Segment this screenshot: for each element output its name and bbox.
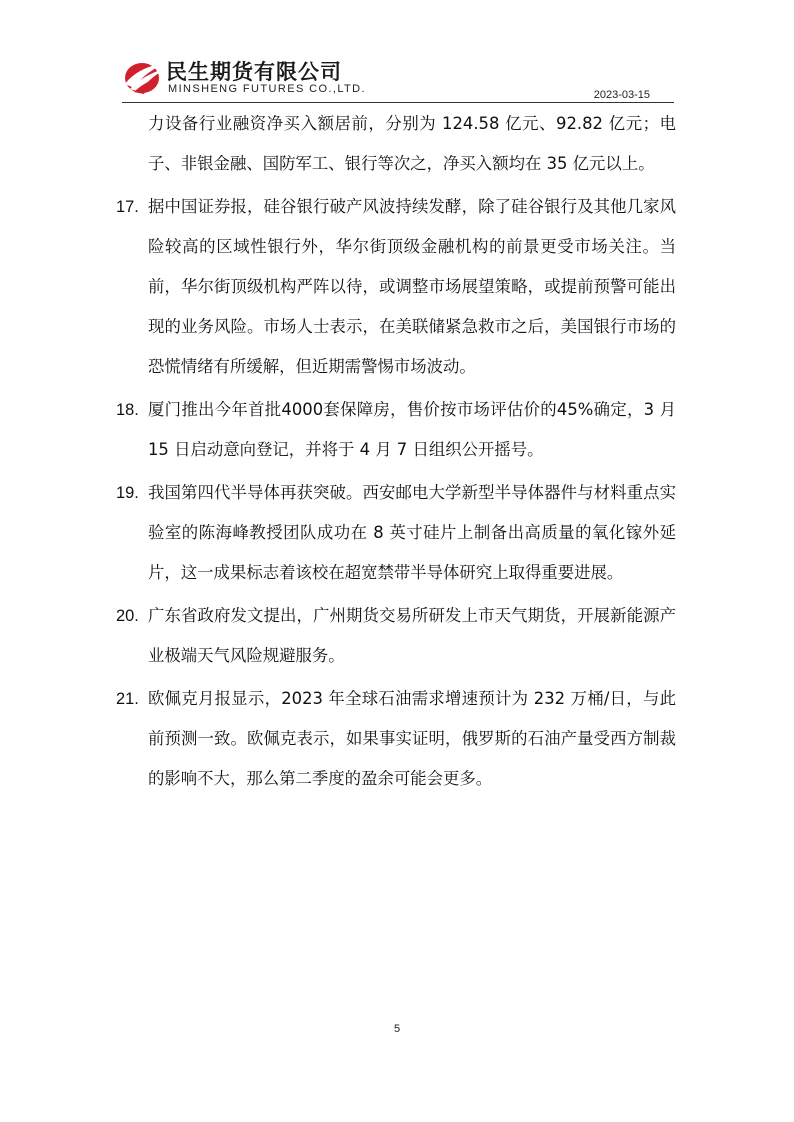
document-body xyxy=(116,104,676,799)
header-divider xyxy=(122,102,674,103)
list-item-text: 广东省政府发文提出，广州期货交易所研发上市天气期货，开展新能源产业极端天气风险规避服务。 xyxy=(148,606,676,665)
list-item xyxy=(116,679,676,799)
document-date: 2023-03-15 xyxy=(593,89,650,101)
company-name-cn: 民生期货有限公司 xyxy=(166,60,342,84)
list-item-text: 厦门推出今年首批4000套保障房，售价按市场评估价的45%确定，3 月 15 日启动意向登记，并将于 4 月 7 日组织公开摇号。 xyxy=(148,400,676,459)
list-item-number: 21. xyxy=(116,690,139,708)
list-item xyxy=(116,596,676,676)
list-item-text: 据中国证券报，硅谷银行破产风波持续发酵，除了硅谷银行及其他几家风险较高的区域性银行外，华尔街顶级金融机构的前景更受市场关注。当前，华尔街顶级机构严阵以待，或调整市场展望策略，或提前预警可能出现的业务风险。市场人士表示，在美联储紧急救市之后，美国银行市场的恐慌情绪有所缓解，但近期需警惕市场波动。 xyxy=(148,197,676,376)
list-item-number: 18. xyxy=(116,401,139,419)
list-item xyxy=(116,390,676,470)
continuation-paragraph: 力设备行业融资净买入额居前，分别为 124.58 亿元、92.82 亿元；电子、非银金融、国防军工、银行等次之，净买入额均在 35 亿元以上。 xyxy=(148,114,676,173)
list-item-number: 17. xyxy=(116,198,139,216)
list-item-number: 20. xyxy=(116,607,139,625)
page-header xyxy=(122,50,674,103)
list-item-text: 欧佩克月报显示，2023 年全球石油需求增速预计为 232 万桶/日，与此前预测一致。欧佩克表示，如果事实证明，俄罗斯的石油产量受西方制裁的影响不大，那么第二季度的盈余可能会更多。 xyxy=(148,689,676,788)
page-number: 5 xyxy=(393,1023,401,1035)
minsheng-logo-icon xyxy=(122,56,168,96)
company-name-en: MINSHENG FUTURES CO.,LTD. xyxy=(168,83,366,95)
list-item-text: 我国第四代半导体再获突破。西安邮电大学新型半导体器件与材料重点实验室的陈海峰教授团队成功在 8 英寸硅片上制备出高质量的氧化镓外延片，这一成果标志着该校在超宽禁带半导体研究上取得重要进展。 xyxy=(148,483,676,582)
list-item-number: 19. xyxy=(116,484,139,502)
list-item xyxy=(116,473,676,593)
list-item xyxy=(116,187,676,387)
